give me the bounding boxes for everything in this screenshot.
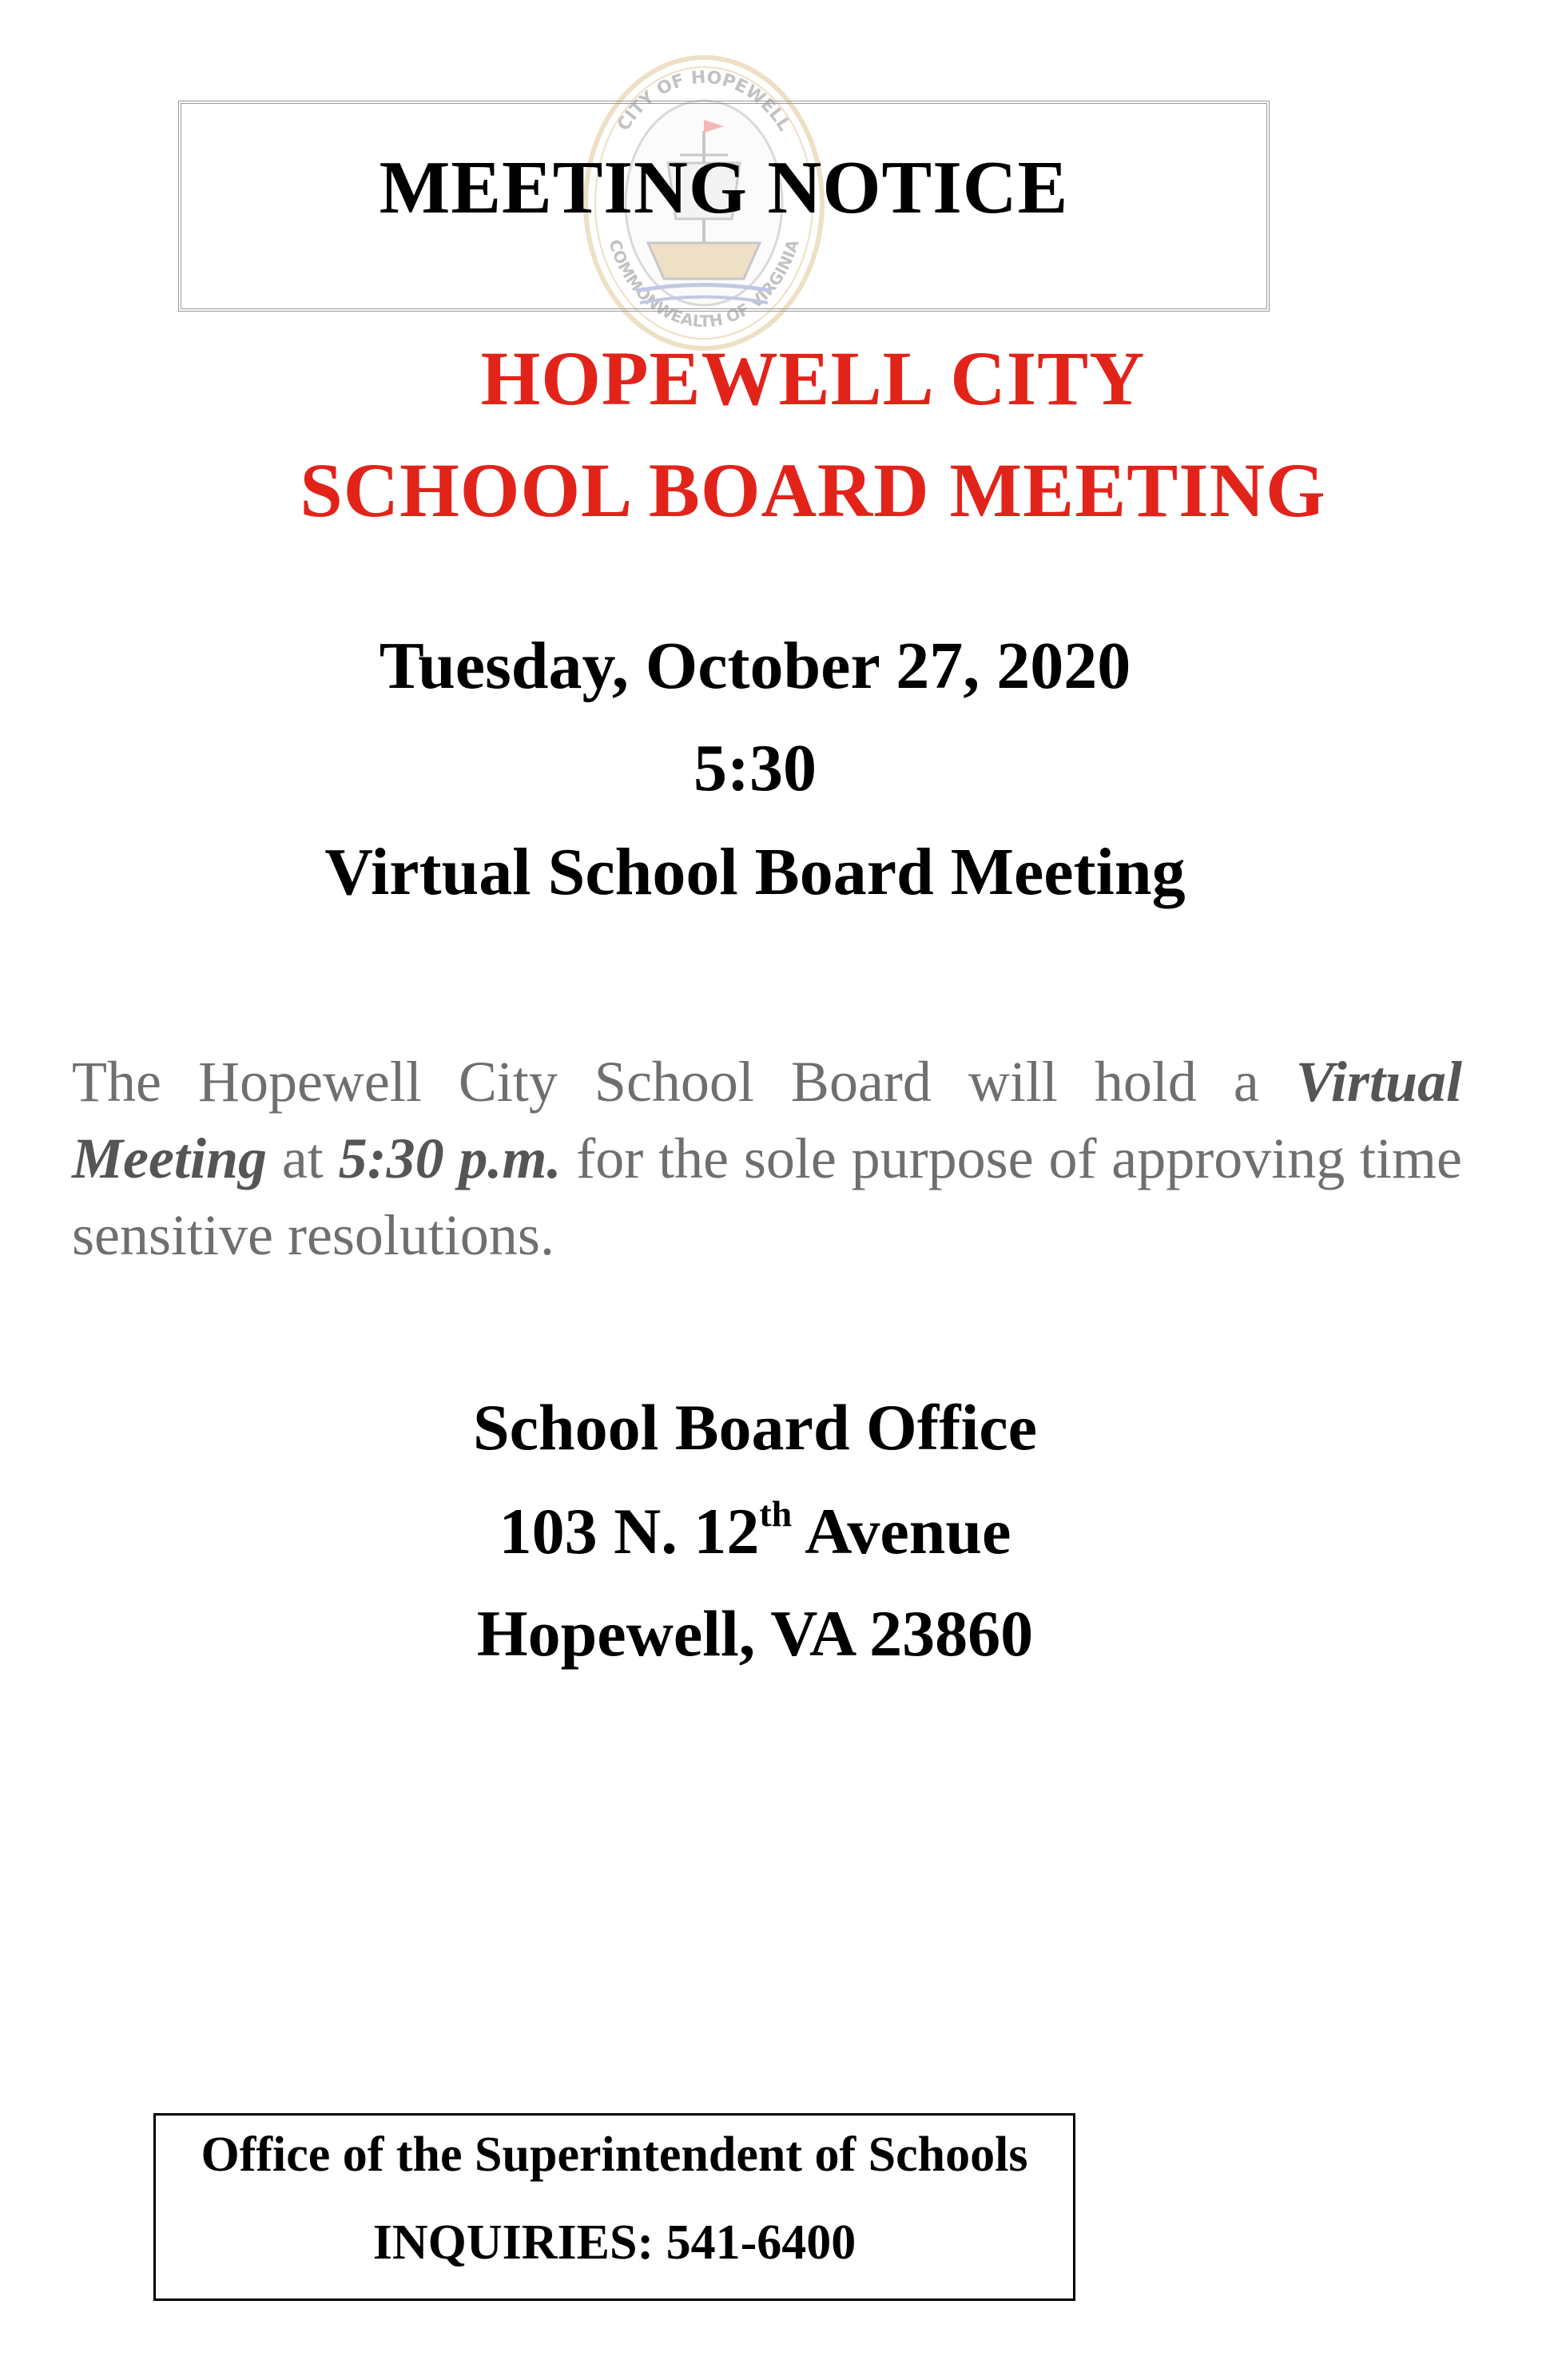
meeting-description [72, 1043, 1462, 1273]
location-street [0, 1493, 1510, 1567]
description-emphasis-virtual: Virtual Meeting [72, 1050, 1462, 1190]
footer-office: Office of the Superintendent of Schools [201, 2128, 1028, 2182]
page-title: MEETING NOTICE [379, 146, 1069, 229]
street-name: Avenue [792, 1495, 1011, 1567]
meeting-date: Tuesday, October 27, 2020 [379, 629, 1131, 703]
footer-inquiries: INQUIRIES: 541-6400 [372, 2215, 856, 2270]
svg-text:COMMONWEALTH OF VIRGINIA: COMMONWEALTH OF VIRGINIA [605, 236, 803, 332]
description-text: for the sole purpose of approving time sensitive resolutions. [72, 1126, 1463, 1267]
street-ordinal: th [759, 1493, 793, 1534]
board-title-line1: HOPEWELL CITY [480, 336, 1146, 421]
description-text: at [266, 1126, 339, 1190]
street-number: 103 N. 12 [499, 1495, 760, 1567]
description-text: The Hopewell City School Board will hold a [72, 1050, 1296, 1114]
meeting-time: 5:30 [694, 731, 817, 805]
svg-text:CITY OF HOPEWELL: CITY OF HOPEWELL [614, 67, 794, 135]
board-title-line2: SCHOOL BOARD MEETING [300, 447, 1326, 533]
location-city: Hopewell, VA 23860 [476, 1597, 1034, 1670]
description-emphasis-time: 5:30 p.m. [338, 1126, 562, 1190]
location-office: School Board Office [472, 1391, 1038, 1464]
meeting-type: Virtual School Board Meeting [324, 835, 1186, 909]
